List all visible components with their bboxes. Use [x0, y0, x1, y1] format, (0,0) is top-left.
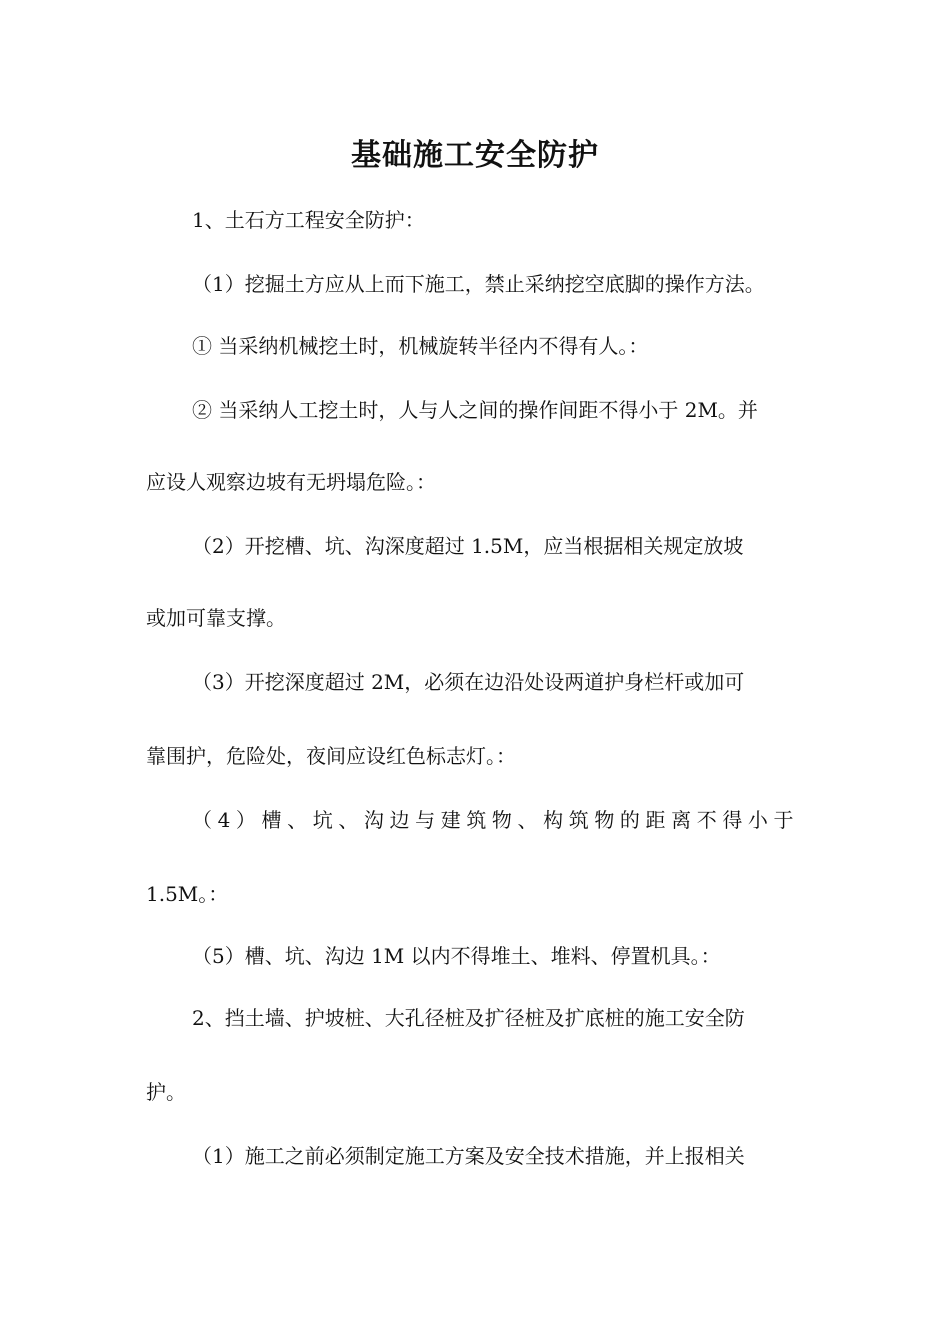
- paragraph-line: （1）施工之前必须制定施工方案及安全技术措施，并上报相关: [192, 1144, 745, 1168]
- paragraph-line: 或加可靠支撑。: [146, 606, 286, 630]
- section-heading-earthwork: 1、土石方工程安全防护：: [192, 208, 425, 232]
- paragraph-line: （1）挖掘土方应从上而下施工，禁止采纳挖空底脚的操作方法。: [192, 272, 765, 296]
- section-heading-retaining-wall: 2、挡土墙、护坡桩、大孔径桩及扩径桩及扩底桩的施工安全防: [192, 1006, 745, 1030]
- paragraph-line: 应设人观察边坡有无坍塌危险。：: [146, 470, 436, 494]
- paragraph-line: 1.5M。：: [146, 882, 229, 906]
- paragraph-line: （2）开挖槽、坑、沟深度超过 1.5M，应当根据相关规定放坡: [192, 534, 744, 558]
- document-title: 基础施工安全防护: [351, 138, 599, 173]
- paragraph-line: ② 当采纳人工挖土时，人与人之间的操作间距不得小于 2M。并: [192, 398, 758, 422]
- paragraph-line: ① 当采纳机械挖土时，机械旋转半径内不得有人。：: [192, 334, 649, 358]
- paragraph-line: （5）槽、坑、沟边 1M 以内不得堆土、堆料、停置机具。：: [192, 944, 721, 968]
- paragraph-line: （3）开挖深度超过 2M，必须在边沿处设两道护身栏杆或加可: [192, 670, 745, 694]
- paragraph-line: 靠围护，危险处，夜间应设红色标志灯。：: [146, 744, 516, 768]
- paragraph-line: （4）槽、坑、沟边与建筑物、构筑物的距离不得小于: [192, 808, 800, 832]
- paragraph-line: 护。: [146, 1080, 186, 1104]
